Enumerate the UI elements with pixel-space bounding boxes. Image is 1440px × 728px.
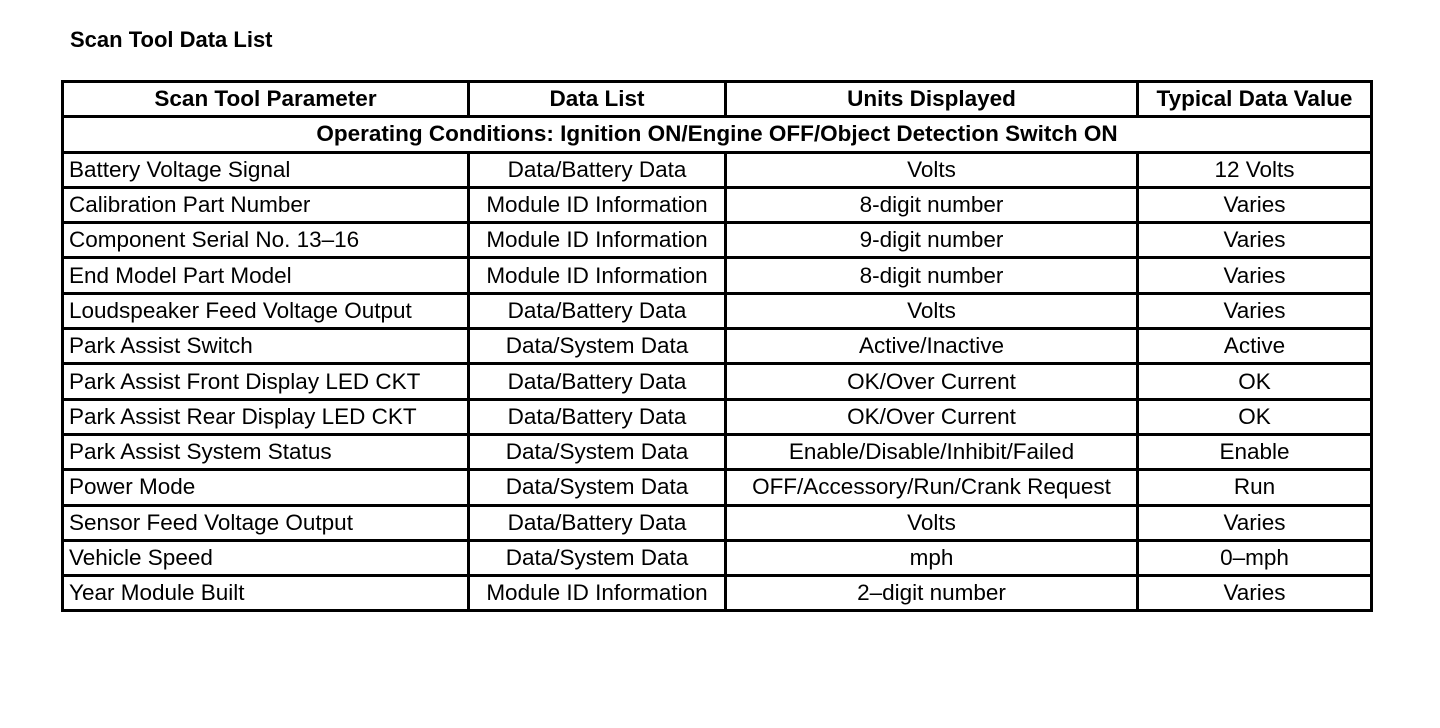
cell-units: mph — [726, 540, 1138, 575]
table-row — [63, 470, 1372, 505]
cell-parameter: Sensor Feed Voltage Output — [63, 505, 469, 540]
table-row — [63, 329, 1372, 364]
cell-typical-value: Varies — [1138, 505, 1372, 540]
cell-typical-value: Varies — [1138, 223, 1372, 258]
cell-parameter: Park Assist System Status — [63, 434, 469, 469]
cell-typical-value: OK — [1138, 364, 1372, 399]
cell-units: Volts — [726, 505, 1138, 540]
cell-parameter: End Model Part Model — [63, 258, 469, 293]
cell-parameter: Power Mode — [63, 470, 469, 505]
cell-parameter: Battery Voltage Signal — [63, 152, 469, 187]
table-row — [63, 505, 1372, 540]
table-row — [63, 258, 1372, 293]
cell-units: OK/Over Current — [726, 399, 1138, 434]
cell-parameter: Calibration Part Number — [63, 187, 469, 222]
cell-units: OK/Over Current — [726, 364, 1138, 399]
table-row — [63, 399, 1372, 434]
cell-typical-value: Varies — [1138, 258, 1372, 293]
cell-data-list: Module ID Information — [469, 187, 726, 222]
header-typical-data-value: Typical Data Value — [1138, 82, 1372, 117]
table-row — [63, 434, 1372, 469]
scan-tool-data-table — [61, 80, 1373, 612]
cell-typical-value: 0–mph — [1138, 540, 1372, 575]
cell-parameter: Vehicle Speed — [63, 540, 469, 575]
table-row — [63, 152, 1372, 187]
cell-parameter: Loudspeaker Feed Voltage Output — [63, 293, 469, 328]
cell-typical-value: OK — [1138, 399, 1372, 434]
header-data-list: Data List — [469, 82, 726, 117]
cell-units: Active/Inactive — [726, 329, 1138, 364]
cell-parameter: Year Module Built — [63, 576, 469, 611]
table-row — [63, 293, 1372, 328]
cell-typical-value: Active — [1138, 329, 1372, 364]
cell-data-list: Module ID Information — [469, 223, 726, 258]
cell-units: Volts — [726, 152, 1138, 187]
cell-parameter: Component Serial No. 13–16 — [63, 223, 469, 258]
cell-typical-value: Varies — [1138, 187, 1372, 222]
cell-units: Volts — [726, 293, 1138, 328]
cell-data-list: Data/Battery Data — [469, 293, 726, 328]
header-scan-tool-parameter: Scan Tool Parameter — [63, 82, 469, 117]
header-units-displayed: Units Displayed — [726, 82, 1138, 117]
operating-conditions-row — [63, 117, 1372, 152]
cell-units: 8-digit number — [726, 187, 1138, 222]
cell-data-list: Data/Battery Data — [469, 399, 726, 434]
cell-data-list: Data/Battery Data — [469, 152, 726, 187]
cell-data-list: Module ID Information — [469, 576, 726, 611]
cell-units: 8-digit number — [726, 258, 1138, 293]
cell-parameter: Park Assist Switch — [63, 329, 469, 364]
cell-typical-value: Enable — [1138, 434, 1372, 469]
table-row — [63, 364, 1372, 399]
cell-data-list: Data/System Data — [469, 540, 726, 575]
cell-typical-value: Run — [1138, 470, 1372, 505]
cell-parameter: Park Assist Rear Display LED CKT — [63, 399, 469, 434]
cell-units: 9-digit number — [726, 223, 1138, 258]
cell-data-list: Data/Battery Data — [469, 364, 726, 399]
cell-data-list: Module ID Information — [469, 258, 726, 293]
document-title: Scan Tool Data List — [70, 27, 273, 52]
cell-units: Enable/Disable/Inhibit/Failed — [726, 434, 1138, 469]
cell-data-list: Data/Battery Data — [469, 505, 726, 540]
cell-units: 2–digit number — [726, 576, 1138, 611]
table-header-row — [63, 82, 1372, 117]
cell-data-list: Data/System Data — [469, 329, 726, 364]
cell-units: OFF/Accessory/Run/Crank Request — [726, 470, 1138, 505]
table-row — [63, 576, 1372, 611]
cell-data-list: Data/System Data — [469, 470, 726, 505]
cell-typical-value: Varies — [1138, 293, 1372, 328]
cell-parameter: Park Assist Front Display LED CKT — [63, 364, 469, 399]
cell-typical-value: Varies — [1138, 576, 1372, 611]
table-row — [63, 187, 1372, 222]
operating-conditions: Operating Conditions: Ignition ON/Engine OFF/Object Detection Switch ON — [63, 117, 1372, 152]
cell-typical-value: 12 Volts — [1138, 152, 1372, 187]
cell-data-list: Data/System Data — [469, 434, 726, 469]
table-row — [63, 540, 1372, 575]
table-row — [63, 223, 1372, 258]
